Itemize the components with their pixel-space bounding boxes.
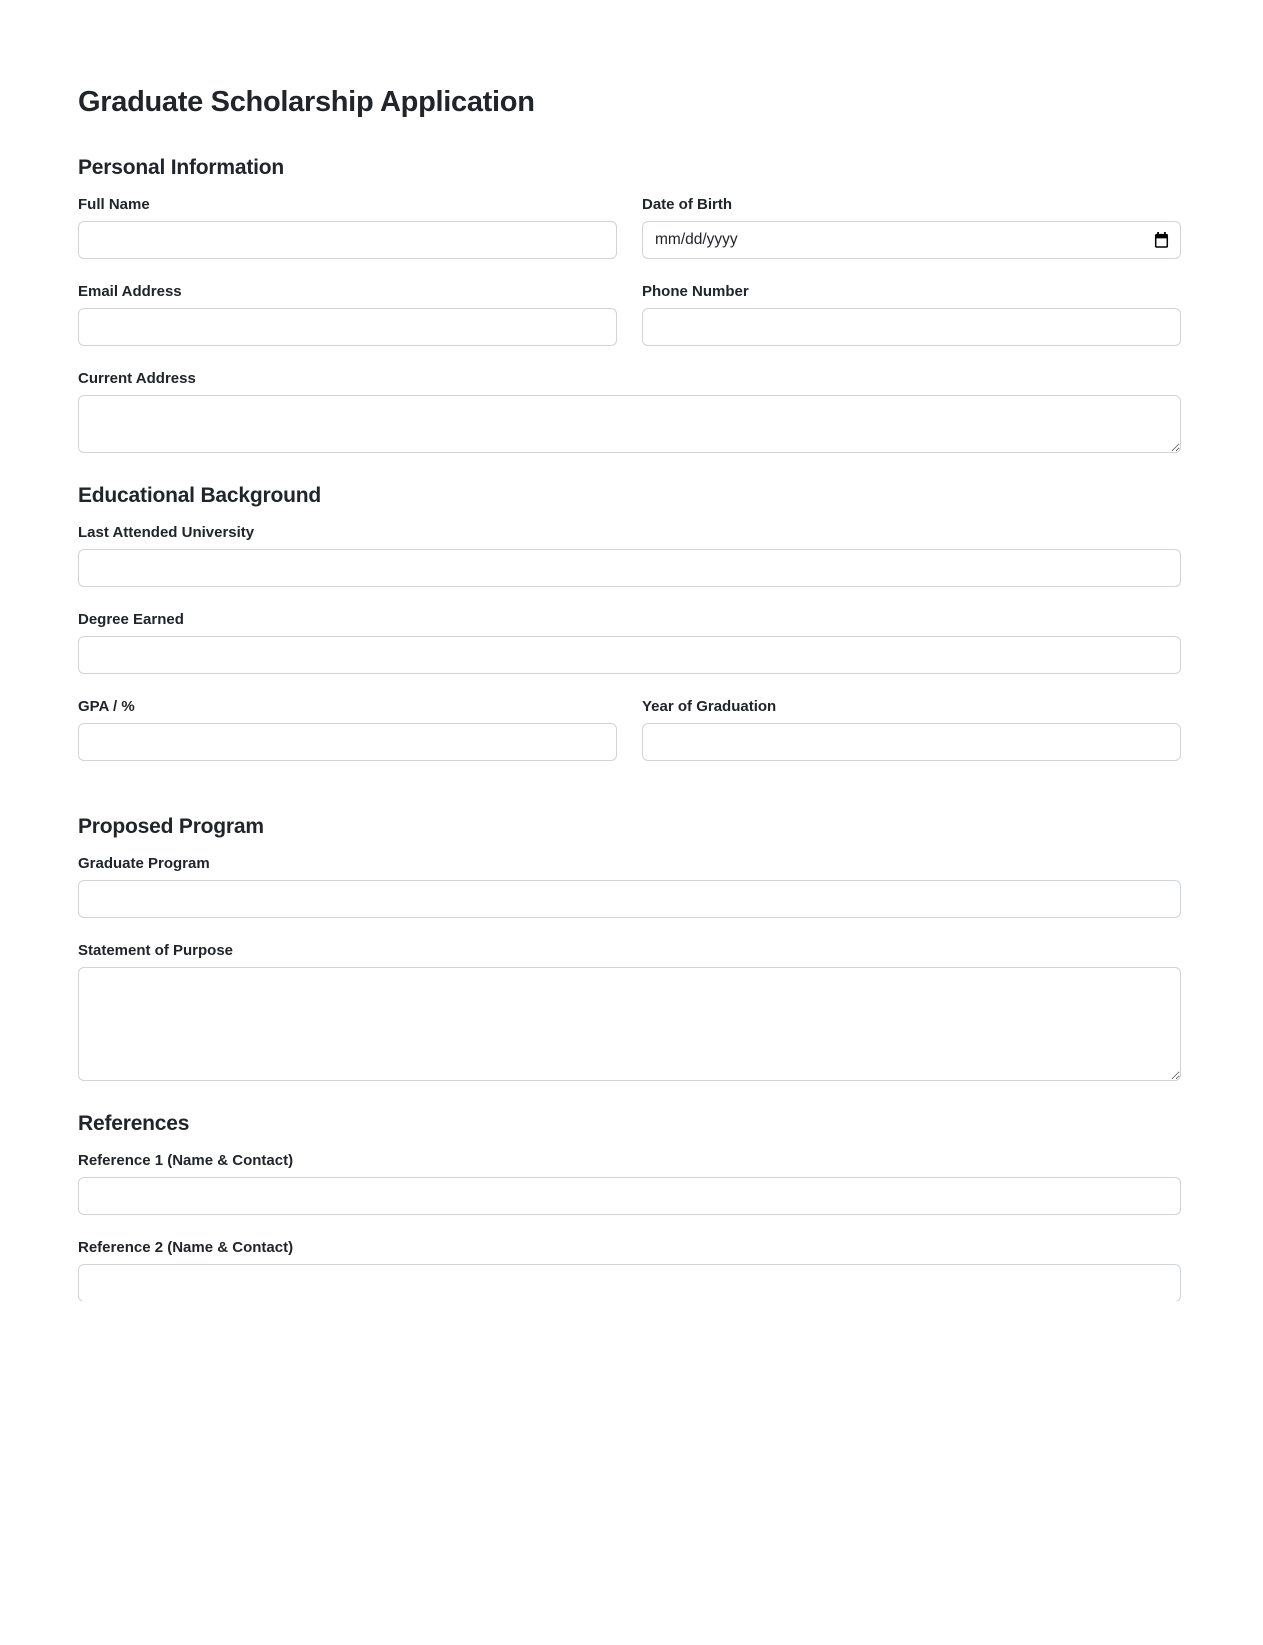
current-address-label: Current Address	[78, 370, 196, 387]
email-input[interactable]	[78, 308, 617, 346]
statement-of-purpose-field	[78, 941, 1181, 1081]
reference-2-input[interactable]	[78, 1264, 1181, 1301]
phone-label: Phone Number	[642, 283, 749, 300]
date-of-birth-label: Date of Birth	[642, 196, 732, 213]
full-name-label: Full Name	[78, 196, 150, 213]
calendar-icon[interactable]	[1154, 232, 1169, 248]
gpa-field	[78, 697, 617, 761]
reference-1-label: Reference 1 (Name & Contact)	[78, 1152, 294, 1169]
reference-2-label: Reference 2 (Name & Contact)	[78, 1239, 294, 1256]
phone-field	[642, 282, 1181, 346]
degree-field	[78, 610, 1181, 674]
date-of-birth-input[interactable]	[642, 221, 1181, 259]
gpa-input[interactable]	[78, 723, 617, 761]
email-field	[78, 282, 617, 346]
personal-information-heading: Personal Information	[78, 156, 285, 179]
proposed-program-heading: Proposed Program	[78, 815, 264, 838]
full-name-field	[78, 195, 617, 259]
section-proposed-program	[78, 814, 1181, 1081]
reference-2-field	[78, 1238, 1181, 1301]
reference-1-input[interactable]	[78, 1177, 1181, 1215]
statement-of-purpose-textarea[interactable]	[78, 967, 1181, 1081]
full-name-input[interactable]	[78, 221, 617, 259]
university-field	[78, 523, 1181, 587]
section-references	[78, 1111, 1181, 1301]
graduate-program-field	[78, 854, 1181, 918]
references-heading: References	[78, 1112, 190, 1135]
graduate-program-label: Graduate Program	[78, 855, 210, 872]
degree-input[interactable]	[78, 636, 1181, 674]
reference-1-field	[78, 1151, 1181, 1215]
current-address-field	[78, 369, 1181, 453]
degree-label: Degree Earned	[78, 611, 184, 628]
section-educational-background	[78, 483, 1181, 784]
university-input[interactable]	[78, 549, 1181, 587]
statement-of-purpose-label: Statement of Purpose	[78, 942, 234, 959]
gpa-label: GPA / %	[78, 698, 135, 715]
graduate-program-input[interactable]	[78, 880, 1181, 918]
educational-background-heading: Educational Background	[78, 484, 321, 507]
section-personal-information	[78, 155, 1181, 453]
date-of-birth-field	[642, 195, 1181, 259]
graduation-year-label: Year of Graduation	[642, 698, 777, 715]
email-label: Email Address	[78, 283, 182, 300]
graduation-year-input[interactable]	[642, 723, 1181, 761]
page-title: Graduate Scholarship Application	[78, 86, 535, 118]
current-address-textarea[interactable]	[78, 395, 1181, 453]
graduation-year-field	[642, 697, 1181, 761]
phone-input[interactable]	[642, 308, 1181, 346]
university-label: Last Attended University	[78, 524, 255, 541]
